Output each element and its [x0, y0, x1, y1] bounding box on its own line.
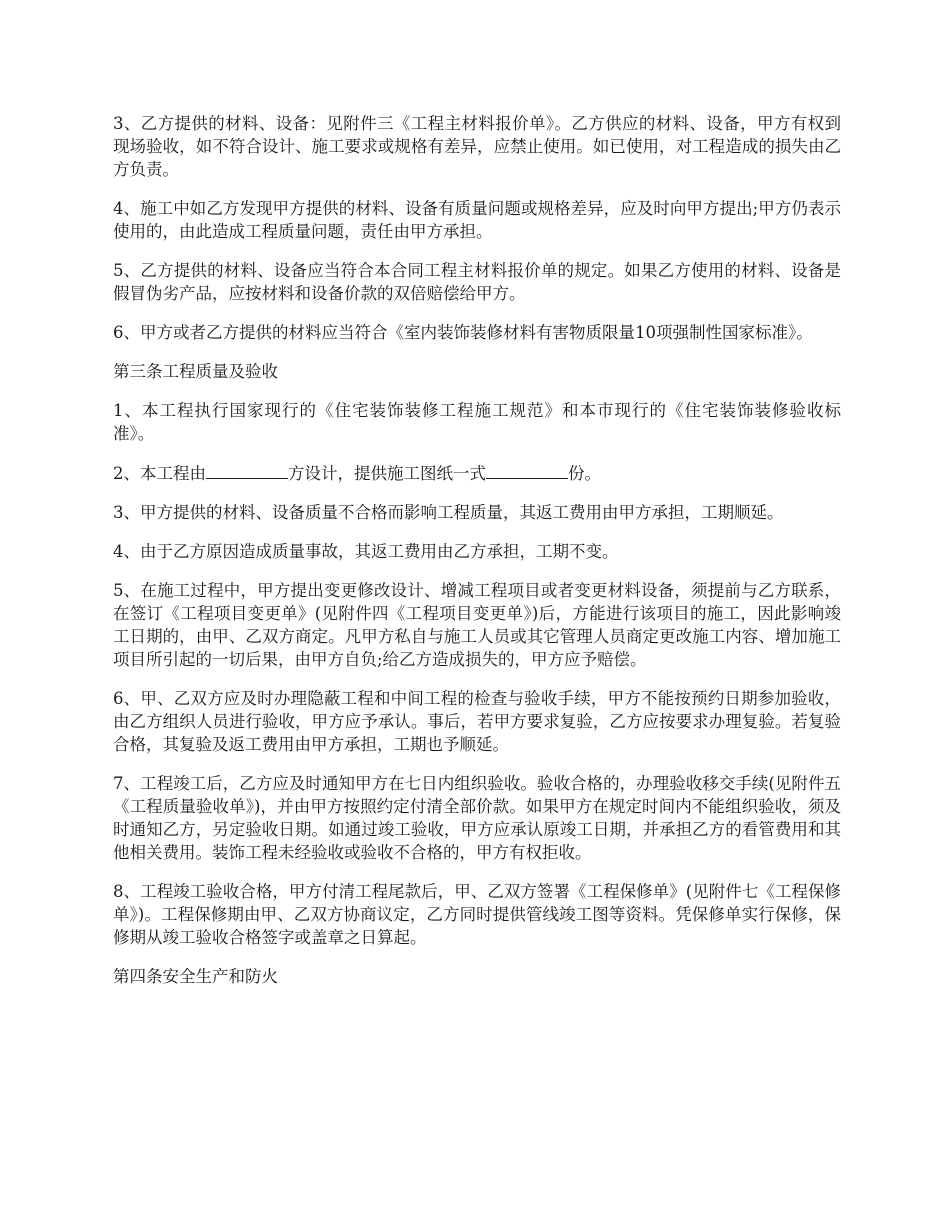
clause-design-drawings	[113, 461, 841, 485]
copies-blank-field[interactable]	[486, 461, 568, 479]
section-heading-safety: 第四条安全生产和防火	[113, 967, 278, 986]
clause-national-standards: 1、本工程执行国家现行的《住宅装饰装修工程施工规范》和本市现行的《住宅装饰装修验收标准》。	[113, 401, 841, 443]
clause-quality-issue-report: 4、施工中如乙方发现甲方提供的材料、设备有质量问题或规格差异，应及时向甲方提出;甲方仍表示使用的，由此造成工程质量问题，责任由甲方承担。	[113, 199, 841, 241]
clause-rework-client: 3、甲方提供的材料、设备质量不合格而影响工程质量，其返工费用由甲方承担，工期顺延。	[113, 503, 784, 522]
clause-materials-inspection: 3、乙方提供的材料、设备：见附件三《工程主材料报价单》。乙方供应的材料、设备，甲方有权到现场验收，如不符合设计、施工要求或规格有差异，应禁止使用。如已使用，对工程造成的损失由乙方负责。	[113, 114, 841, 179]
clause-rework-contractor: 4、由于乙方原因造成质量事故，其返工费用由乙方承担，工期不变。	[113, 542, 619, 561]
section-heading-quality: 第三条工程质量及验收	[113, 362, 278, 381]
design-clause-part1: 2、本工程由	[113, 464, 206, 483]
clause-concealed-works: 6、甲、乙双方应及时办理隐蔽工程和中间工程的检查与验收手续，甲方不能按预约日期参加验收，由乙方组织人员进行验收，甲方应予承认。事后，若甲方要求复验，乙方应按要求办理复验。若复验合格，其复验及返工费用由甲方承担，工期也予顺延。	[113, 689, 841, 754]
document-page	[113, 112, 841, 1004]
clause-warranty: 8、工程竣工验收合格，甲方付清工程尾款后，甲、乙双方签署《工程保修单》(见附件七《工程保修单》)。工程保修期由甲、乙双方协商议定，乙方同时提供管线竣工图等资料。凭保修单实行保修，保修期从竣工验收合格签字或盖章之日算起。	[113, 882, 841, 947]
designer-blank-field[interactable]	[206, 461, 288, 479]
clause-design-change: 5、在施工过程中，甲方提出变更修改设计、增减工程项目或者变更材料设备，须提前与乙方联系，在签订《工程项目变更单》(见附件四《工程项目变更单》)后，方能进行该项目的施工，因此影响竣工日期的，由甲、乙双方商定。凡甲方私自与施工人员或其它管理人员商定更改施工内容、增加施工项目所引起的一切后果，由甲方自负;给乙方造成损失的，甲方应予赔偿。	[113, 581, 841, 669]
clause-hazard-standard: 6、甲方或者乙方提供的材料应当符合《室内装饰装修材料有害物质限量10项强制性国家标准》。	[113, 323, 813, 342]
design-clause-part2: 方设计，提供施工图纸一式	[288, 464, 486, 483]
clause-counterfeit-compensation: 5、乙方提供的材料、设备应当符合本合同工程主材料报价单的规定。如果乙方使用的材料、设备是假冒伪劣产品，应按材料和设备价款的双倍赔偿给甲方。	[113, 261, 841, 303]
clause-completion-acceptance: 7、工程竣工后，乙方应及时通知甲方在七日内组织验收。验收合格的，办理验收移交手续(见附件五《工程质量验收单》)，并由甲方按照约定付清全部价款。如果甲方在规定时间内不能组织验收，须及时通知乙方，另定验收日期。如通过竣工验收，甲方应承认原竣工日期，并承担乙方的看管费用和其他相关费用。装饰工程未经验收或验收不合格的，甲方有权拒收。	[113, 774, 841, 862]
design-clause-part3: 份。	[568, 464, 601, 483]
